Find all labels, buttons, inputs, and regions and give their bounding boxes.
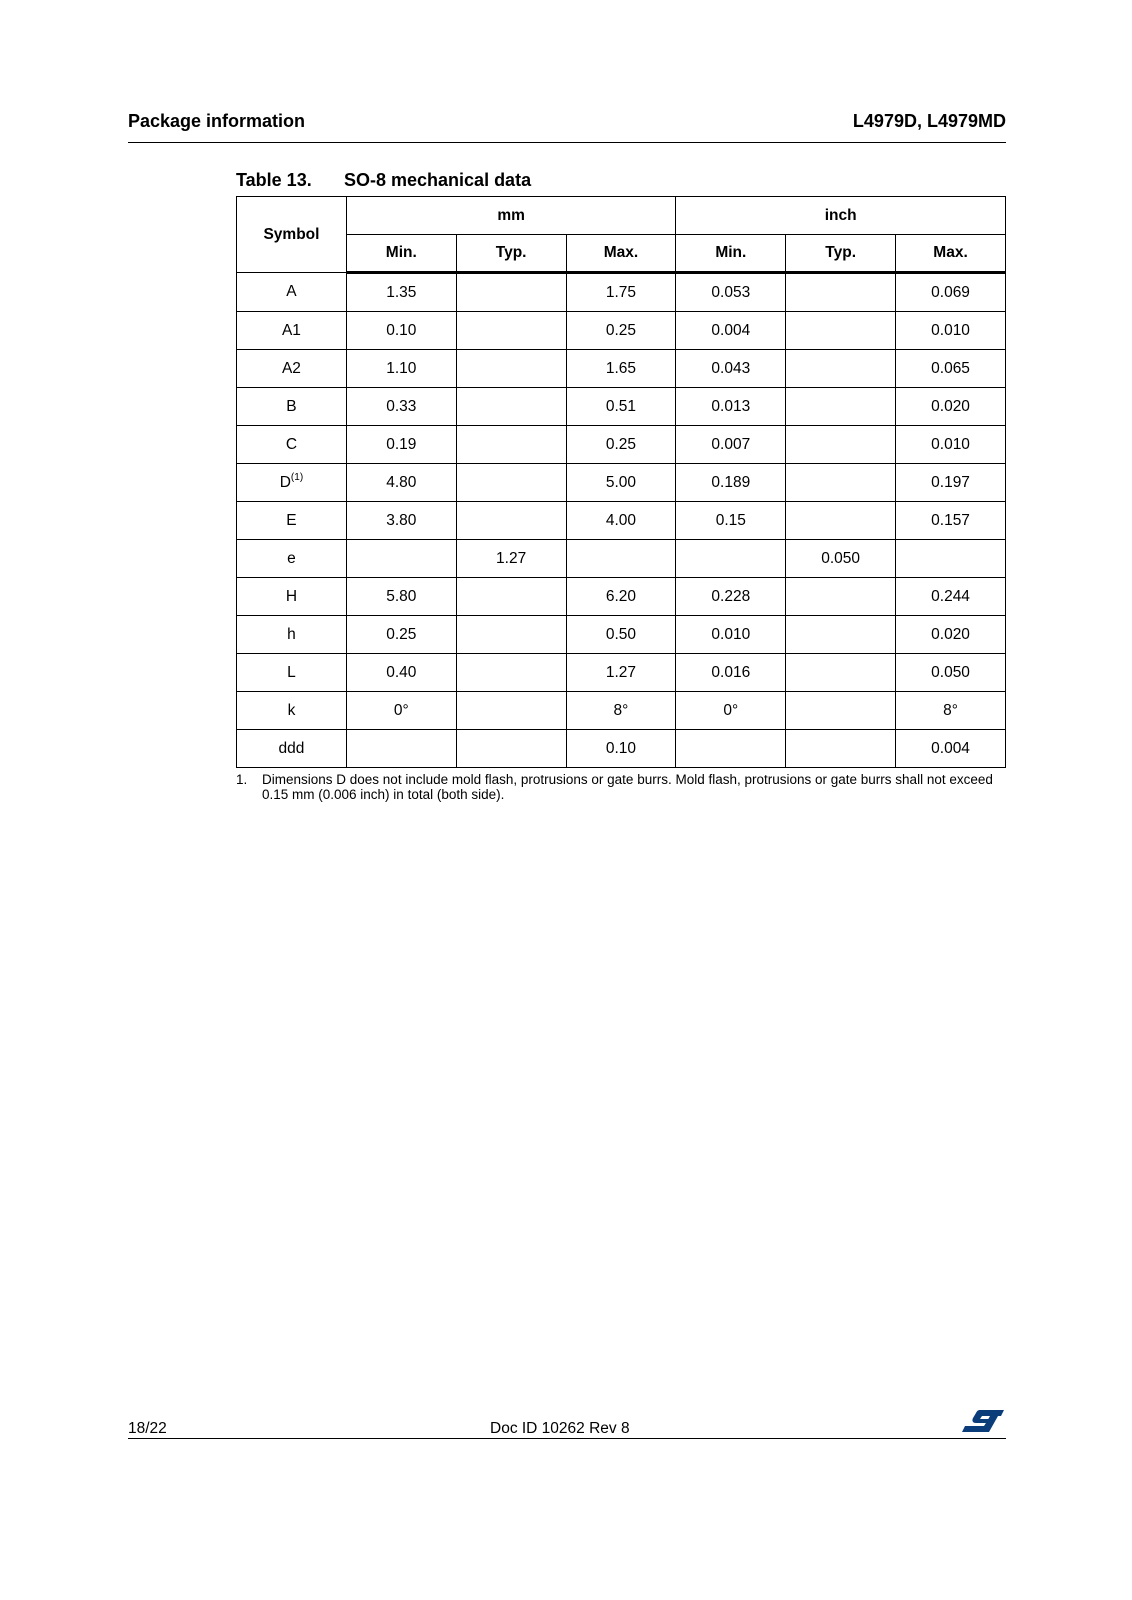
mechanical-data-table	[236, 196, 1006, 768]
symbol-text: L	[287, 663, 296, 681]
symbol-text: ddd	[278, 739, 305, 757]
table-row	[237, 426, 1006, 464]
subheader-cell: Typ.	[456, 235, 566, 273]
value-cell: 0.050	[786, 540, 896, 578]
value-cell: 0°	[676, 692, 786, 730]
table-header-row	[237, 197, 1006, 235]
value-cell	[456, 692, 566, 730]
value-cell	[456, 730, 566, 768]
value-cell: 1.35	[346, 273, 456, 312]
symbol-cell	[237, 426, 347, 464]
page-footer	[128, 1404, 1006, 1439]
symbol-cell	[237, 388, 347, 426]
table-row	[237, 730, 1006, 768]
value-cell: 0.25	[566, 426, 676, 464]
value-cell: 0°	[346, 692, 456, 730]
table-row	[237, 502, 1006, 540]
value-cell: 5.80	[346, 578, 456, 616]
value-cell: 0.050	[896, 654, 1006, 692]
value-cell: 0.069	[896, 273, 1006, 312]
value-cell	[676, 540, 786, 578]
page-number: 18/22	[128, 1420, 167, 1437]
symbol-cell	[237, 578, 347, 616]
value-cell	[456, 502, 566, 540]
value-cell	[786, 502, 896, 540]
value-cell: 0.40	[346, 654, 456, 692]
value-cell: 1.27	[566, 654, 676, 692]
subheader-cell: Max.	[896, 235, 1006, 273]
value-cell	[456, 312, 566, 350]
inch-group-header: inch	[676, 197, 1006, 235]
symbol-cell	[237, 502, 347, 540]
value-cell: 1.75	[566, 273, 676, 312]
value-cell: 0.065	[896, 350, 1006, 388]
footnote-text: Dimensions D does not include mold flash, protrusions or gate burrs. Mold flash, protrusions or gate burrs shall not exceed 0.15 mm (0.006 inch) in total (both side).	[262, 772, 993, 802]
value-cell	[786, 730, 896, 768]
symbol-cell	[237, 273, 347, 312]
value-cell: 1.65	[566, 350, 676, 388]
table-row	[237, 350, 1006, 388]
symbol-cell	[237, 730, 347, 768]
table-body	[237, 273, 1006, 768]
value-cell	[786, 312, 896, 350]
value-cell: 1.10	[346, 350, 456, 388]
value-cell: 0.016	[676, 654, 786, 692]
value-cell: 0.004	[676, 312, 786, 350]
value-cell: 0.010	[676, 616, 786, 654]
product-name: L4979D, L4979MD	[852, 111, 1006, 131]
symbol-text: D	[279, 473, 291, 491]
value-cell	[456, 578, 566, 616]
symbol-text: k	[287, 701, 296, 719]
section-title: Package information	[128, 111, 306, 131]
table-row	[237, 464, 1006, 502]
value-cell	[896, 540, 1006, 578]
value-cell	[456, 426, 566, 464]
table-number: Table 13.	[236, 170, 312, 190]
value-cell: 0.50	[566, 616, 676, 654]
value-cell	[456, 616, 566, 654]
value-cell: 0.10	[566, 730, 676, 768]
value-cell	[786, 350, 896, 388]
value-cell: 3.80	[346, 502, 456, 540]
symbol-cell	[237, 350, 347, 388]
value-cell: 0.51	[566, 388, 676, 426]
value-cell: 0.189	[676, 464, 786, 502]
value-cell	[786, 464, 896, 502]
table-row	[237, 540, 1006, 578]
value-cell: 0.043	[676, 350, 786, 388]
value-cell: 4.80	[346, 464, 456, 502]
table-row	[237, 692, 1006, 730]
subheader-cell: Max.	[566, 235, 676, 273]
value-cell: 0.19	[346, 426, 456, 464]
mm-group-header: mm	[346, 197, 676, 235]
symbol-text: B	[286, 397, 297, 415]
symbol-text: e	[287, 549, 296, 567]
value-cell: 0.244	[896, 578, 1006, 616]
table-row	[237, 312, 1006, 350]
value-cell: 0.25	[566, 312, 676, 350]
value-cell: 0.197	[896, 464, 1006, 502]
value-cell	[346, 730, 456, 768]
symbol-text: A2	[281, 359, 301, 377]
value-cell	[786, 426, 896, 464]
symbol-cell	[237, 312, 347, 350]
value-cell: 0.15	[676, 502, 786, 540]
value-cell	[456, 654, 566, 692]
value-cell	[456, 350, 566, 388]
value-cell: 0.004	[896, 730, 1006, 768]
value-cell: 5.00	[566, 464, 676, 502]
value-cell: 0.020	[896, 616, 1006, 654]
table-subheader-row	[237, 235, 1006, 273]
symbol-cell	[237, 464, 347, 502]
value-cell: 0.007	[676, 426, 786, 464]
footnote-ref: (1)	[290, 471, 304, 483]
value-cell: 8°	[896, 692, 1006, 730]
value-cell: 4.00	[566, 502, 676, 540]
st-logo-icon	[960, 1406, 1006, 1436]
value-cell: 0.25	[346, 616, 456, 654]
subheader-cell: Min.	[676, 235, 786, 273]
table-row	[237, 616, 1006, 654]
value-cell: 0.010	[896, 426, 1006, 464]
value-cell: 0.013	[676, 388, 786, 426]
value-cell: 0.228	[676, 578, 786, 616]
page-header	[128, 108, 1006, 143]
value-cell: 0.10	[346, 312, 456, 350]
symbol-text: A	[286, 283, 297, 300]
symbol-cell	[237, 654, 347, 692]
table-title: SO-8 mechanical data	[344, 170, 532, 190]
subheader-cell: Min.	[346, 235, 456, 273]
value-cell: 0.157	[896, 502, 1006, 540]
table-row	[237, 654, 1006, 692]
value-cell: 0.33	[346, 388, 456, 426]
value-cell	[346, 540, 456, 578]
symbol-text: h	[287, 625, 296, 643]
symbol-cell	[237, 616, 347, 654]
value-cell	[786, 692, 896, 730]
value-cell: 1.27	[456, 540, 566, 578]
table-footnote	[236, 772, 1006, 802]
value-cell: 0.020	[896, 388, 1006, 426]
table-row	[237, 273, 1006, 312]
table-row	[237, 578, 1006, 616]
value-cell	[456, 388, 566, 426]
value-cell	[786, 388, 896, 426]
doc-id: Doc ID 10262 Rev 8	[490, 1420, 630, 1437]
symbol-text: E	[286, 511, 297, 529]
value-cell: 6.20	[566, 578, 676, 616]
value-cell	[786, 578, 896, 616]
subheader-cell: Typ.	[786, 235, 896, 273]
symbol-cell	[237, 692, 347, 730]
value-cell	[566, 540, 676, 578]
table-caption	[236, 170, 531, 191]
symbol-header: Symbol	[237, 197, 347, 273]
value-cell: 8°	[566, 692, 676, 730]
value-cell	[786, 654, 896, 692]
table-row	[237, 388, 1006, 426]
value-cell	[786, 273, 896, 312]
value-cell	[676, 730, 786, 768]
symbol-text: C	[285, 435, 298, 453]
symbol-cell	[237, 540, 347, 578]
value-cell	[456, 273, 566, 312]
value-cell	[456, 464, 566, 502]
value-cell: 0.053	[676, 273, 786, 312]
symbol-text: H	[285, 587, 298, 605]
value-cell: 0.010	[896, 312, 1006, 350]
symbol-text: A1	[281, 321, 301, 339]
footnote-number: 1.	[236, 772, 248, 787]
value-cell	[786, 616, 896, 654]
